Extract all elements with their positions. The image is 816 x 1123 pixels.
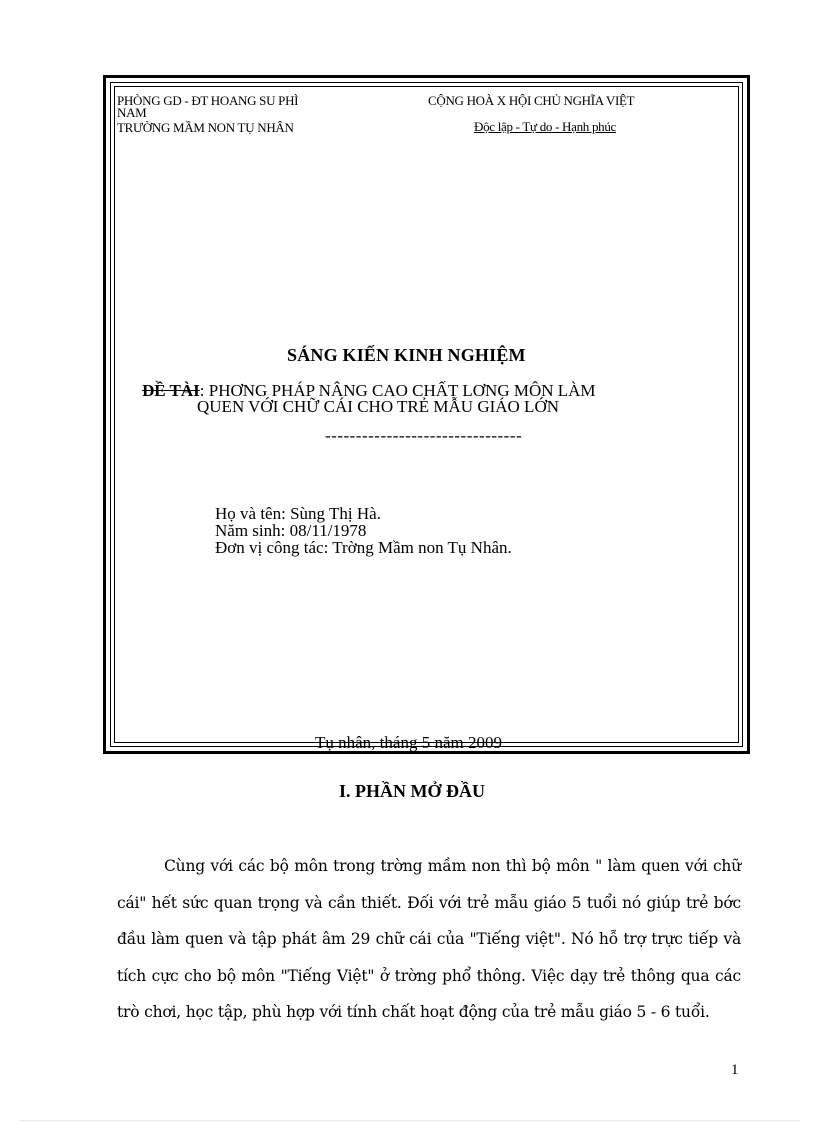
- intro-paragraph: Cùng với các bộ môn trong trờng mầm non thì bộ môn " làm quen với chữ cái" hết sức quan trọng và cần thiết. Đối với trẻ mẫu giáo 5 tuổi nó giúp trẻ bớc đầu làm quen và tập phát âm 29 chữ cái của "Tiếng việt". Nó hỗ trợ trực tiếp và tích cực cho bộ môn "Tiếng Việt" ở trờng phổ thông. Việc dạy trẻ thông qua các trò chơi, học tập, phù hợp với tính chất hoạt động của trẻ mẫu giáo 5 - 6 tuổi.: [117, 857, 741, 1021]
- place-date: Tụ nhân, tháng 5 năm 2009: [315, 733, 502, 752]
- header-left-line1: PHÒNG GD - ĐT HOANG SU PHÌ: [117, 93, 299, 108]
- header-right-motto: Độc lập - Tự do - Hạnh phúc: [474, 119, 617, 134]
- page-bottom-divider: [20, 1120, 800, 1121]
- cover-divider: --------------------------------: [325, 426, 523, 445]
- topic-label: ĐỀ TÀI: [142, 381, 200, 400]
- section-heading: I. PHẦN MỞ ĐẦU: [339, 781, 485, 801]
- topic-line2: QUEN VỚI CHỮ CÁI CHO TRẺ MẪU GIÁO LỚN: [197, 397, 559, 416]
- header-left-line2: NAM: [117, 105, 147, 120]
- header-right-line1: CỘNG HOÀ X HỘI CHỦ NGHĨA VIỆT: [428, 93, 635, 108]
- header-left-line3: TRƯỜNG MẦM NON TỤ NHÂN: [117, 120, 294, 135]
- info-birth: Năm sinh: 08/11/1978: [215, 521, 367, 540]
- cover-title: SÁNG KIẾN KINH NGHIỆM: [287, 345, 526, 365]
- topic-line1: [142, 383, 596, 398]
- topic-text-line1: : PHƠNG PHÁP NÂNG CAO CHẤT LƠNG MÔN LÀM: [199, 381, 596, 400]
- info-name: Họ và tên: Sùng Thị Hà.: [215, 504, 381, 523]
- info-unit: Đơn vị công tác: Trờng Mầm non Tụ Nhân.: [215, 538, 512, 557]
- page-number: 1: [731, 1062, 739, 1078]
